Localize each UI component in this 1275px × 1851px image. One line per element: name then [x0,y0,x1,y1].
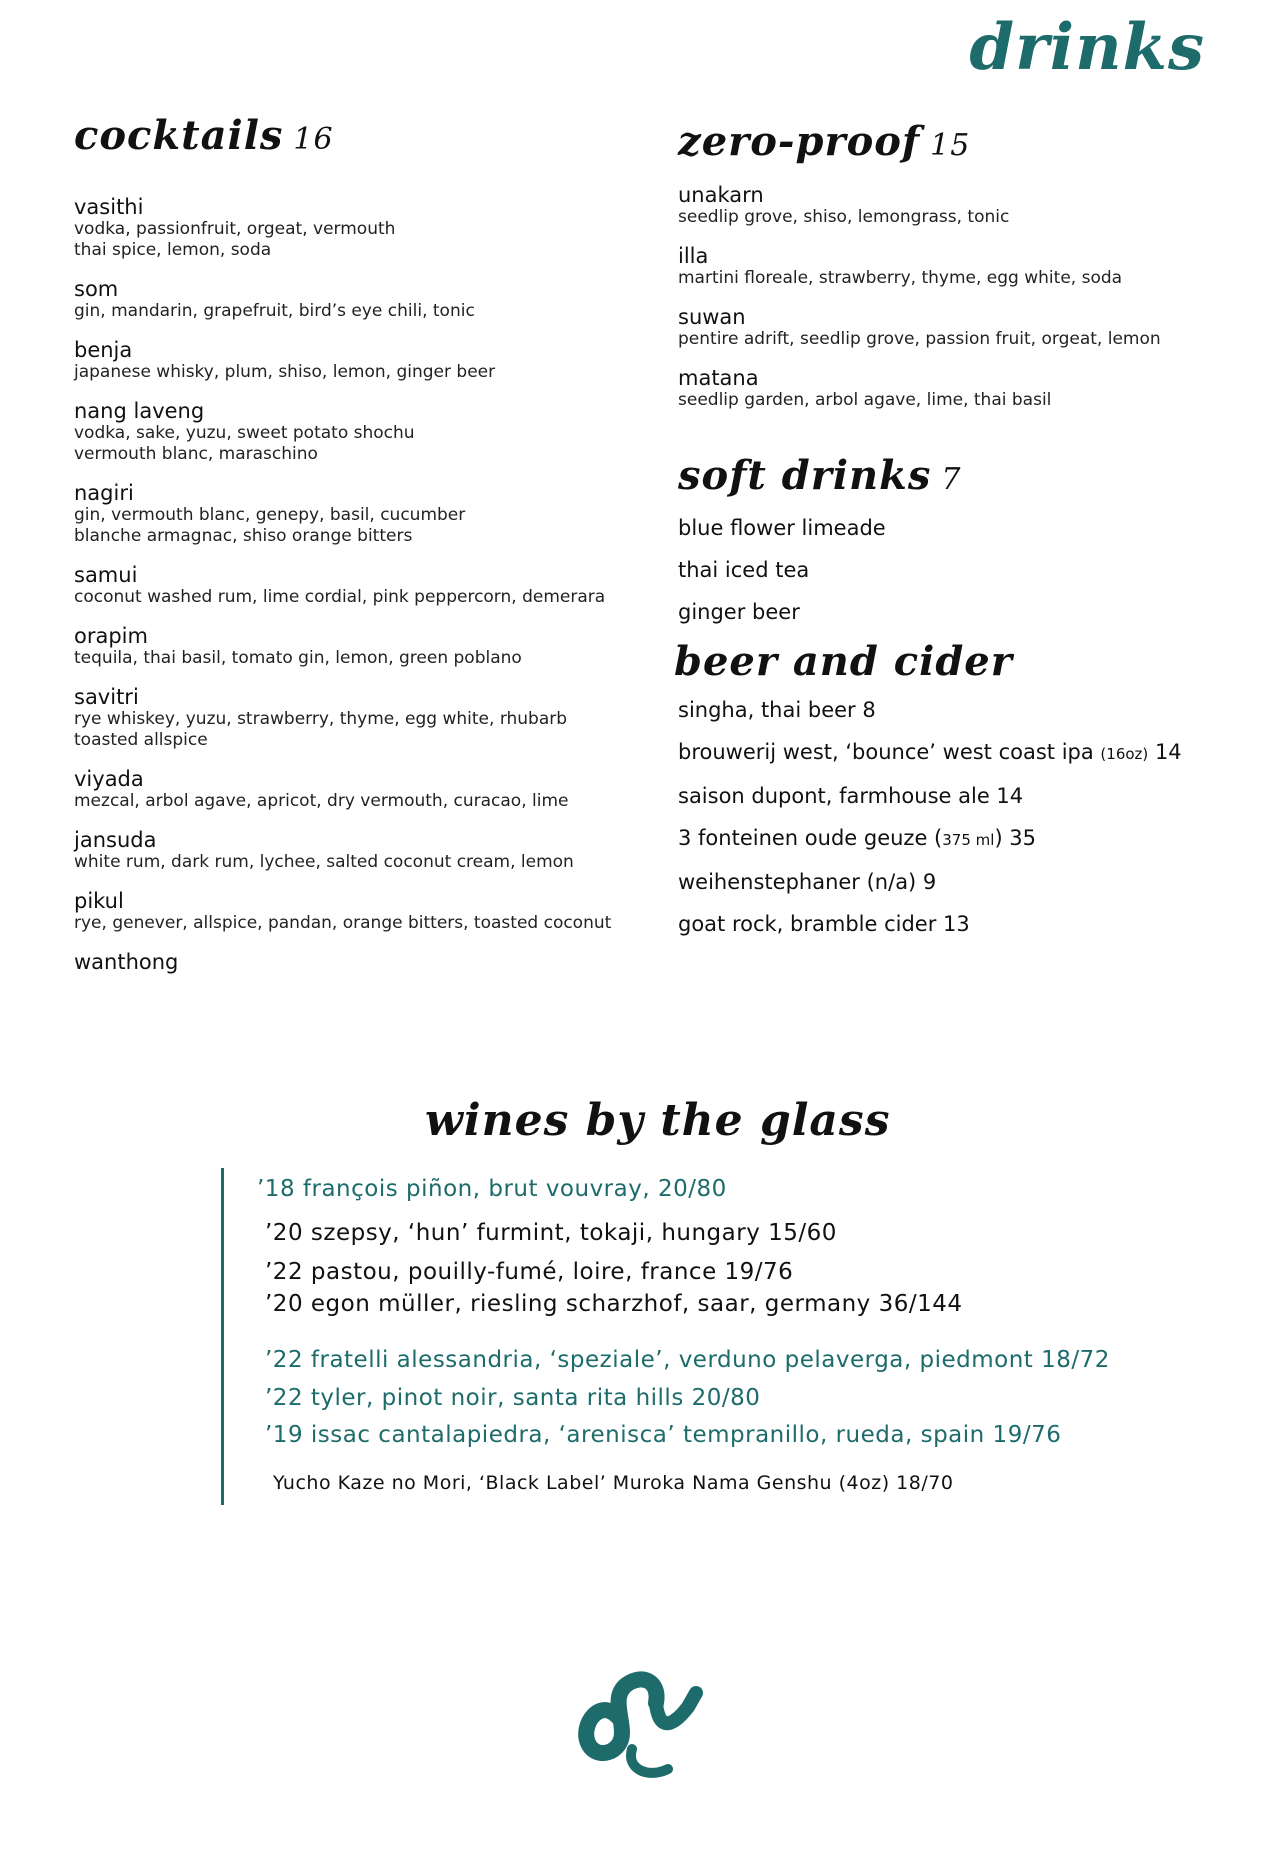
zero-proof-name: unakarn [678,183,764,207]
cocktails-list [74,195,634,990]
zero-proof-name: suwan [678,305,746,329]
wine-divider [221,1168,224,1505]
cocktail-name: viyada [74,767,144,791]
list-item [74,563,634,608]
list-item [678,244,1238,289]
list-item [678,183,1238,228]
list-item: thai iced tea [678,558,810,582]
cocktail-desc: thai spice, lemon, soda [74,240,272,260]
list-item [74,399,634,465]
cocktail-name: pikul [74,889,124,913]
cocktail-name: orapim [74,624,148,648]
cocktail-desc: japanese whisky, plum, shiso, lemon, ginger beer [74,362,496,382]
list-item [74,828,634,873]
wine-item: ’22 tyler, pinot noir, santa rita hills 20/80 [265,1385,761,1411]
zero-proof-desc: martini floreale, strawberry, thyme, egg white, soda [678,268,1123,288]
cocktail-desc: rye, genever, allspice, pandan, orange bitters, toasted coconut [74,913,612,933]
cocktail-name: som [74,277,119,301]
beer-main: brouwerij west, ‘bounce’ west coast ipa [678,740,1101,764]
cocktail-name: vasithi [74,195,144,219]
cocktail-desc: mezcal, arbol agave, apricot, dry vermouth, curacao, lime [74,791,569,811]
cocktail-desc: vodka, passionfruit, orgeat, vermouth [74,219,396,239]
cocktail-name: benja [74,338,133,362]
soft-drinks-heading [678,452,961,499]
cocktails-heading [74,112,334,159]
beer-main: singha, thai beer 8 [678,698,876,722]
cocktail-desc: tequila, thai basil, tomato gin, lemon, green poblano [74,648,522,668]
list-item [74,277,634,322]
list-item: blue flower limeade [678,516,886,540]
cocktail-name: wanthong [74,950,179,974]
wine-item: ’20 egon müller, riesling scharzhof, saar, germany 36/144 [265,1291,963,1317]
cocktail-desc: vermouth blanc, maraschino [74,444,318,464]
cocktail-desc: blanche armagnac, shiso orange bitters [74,526,413,546]
list-item [678,740,1258,766]
wine-item: ’22 pastou, pouilly-fumé, loire, france 19/76 [265,1259,794,1285]
cocktail-name: savitri [74,685,139,709]
beer-main: 3 fonteinen oude geuze ( [678,826,943,850]
soft-drinks-price: 7 [941,462,962,497]
beer-main: saison dupont, farmhouse ale 14 [678,784,1024,808]
list-item [678,784,1258,808]
zero-proof-heading [678,118,970,165]
list-item [678,870,1258,894]
beer-main: weihenstephaner (n/a) 9 [678,870,937,894]
list-item [74,481,634,547]
cocktail-desc: coconut washed rum, lime cordial, pink peppercorn, demerara [74,587,606,607]
list-item [74,950,634,974]
zero-proof-heading-label: zero-proof [678,118,921,165]
cocktail-desc: toasted allspice [74,730,208,750]
wine-item: ’19 issac cantalapiedra, ‘arenisca’ tempranillo, rueda, spain 19/76 [265,1422,1062,1448]
zero-proof-name: illa [678,244,709,268]
wine-item: ’22 fratelli alessandria, ‘speziale’, verduno pelaverga, piedmont 18/72 [265,1347,1110,1373]
wine-item: Yucho Kaze no Mori, ‘Black Label’ Muroka Nama Genshu (4oz) 18/70 [273,1472,954,1494]
cocktail-desc: white rum, dark rum, lychee, salted coconut cream, lemon [74,852,574,872]
soft-drinks-heading-label: soft drinks [678,452,932,499]
wine-item: ’20 szepsy, ‘hun’ furmint, tokaji, hungary 15/60 [265,1220,837,1246]
list-item [74,767,634,812]
list-item [678,912,1258,936]
cocktail-name: samui [74,563,138,587]
cocktail-desc: rye whiskey, yuzu, strawberry, thyme, egg white, rhubarb [74,709,568,729]
wines-heading: wines by the glass [425,1095,891,1146]
list-item [74,195,634,261]
list-item [74,624,634,669]
zero-proof-desc: pentire adrift, seedlip grove, passion fruit, orgeat, lemon [678,329,1161,349]
beer-price: 14 [1148,740,1182,764]
cocktail-desc: vodka, sake, yuzu, sweet potato shochu [74,423,415,443]
list-item [678,366,1238,411]
list-item [74,889,634,934]
thai-script-logo-icon [560,1645,720,1785]
cocktail-name: jansuda [74,828,157,852]
beer-size: (16oz) [1100,745,1149,763]
list-item [74,338,634,383]
page-title: drinks [969,10,1205,85]
wine-item: ’18 françois piñon, brut vouvray, 20/80 [257,1176,727,1202]
list-item [678,826,1258,852]
beer-size: 375 ml [942,831,995,849]
list-item [678,305,1238,350]
zero-proof-desc: seedlip garden, arbol agave, lime, thai basil [678,390,1052,410]
zero-proof-name: matana [678,366,759,390]
zero-proof-price: 15 [930,128,971,163]
beer-main: goat rock, bramble cider 13 [678,912,970,936]
cocktails-heading-label: cocktails [74,112,284,159]
beer-cider-list [678,698,1258,954]
soft-drinks-list [678,516,1238,642]
cocktails-price: 16 [293,122,334,157]
list-item [678,698,1258,722]
cocktail-name: nagiri [74,481,134,505]
list-item: ginger beer [678,600,800,624]
beer-price: ) 35 [994,826,1037,850]
beer-cider-heading: beer and cider [674,638,1013,685]
list-item [74,685,634,751]
zero-proof-desc: seedlip grove, shiso, lemongrass, tonic [678,207,1010,227]
cocktail-desc: gin, vermouth blanc, genepy, basil, cucumber [74,505,466,525]
cocktail-name: nang laveng [74,399,205,423]
cocktail-desc: gin, mandarin, grapefruit, bird’s eye chili, tonic [74,301,475,321]
zero-proof-list [678,183,1238,427]
